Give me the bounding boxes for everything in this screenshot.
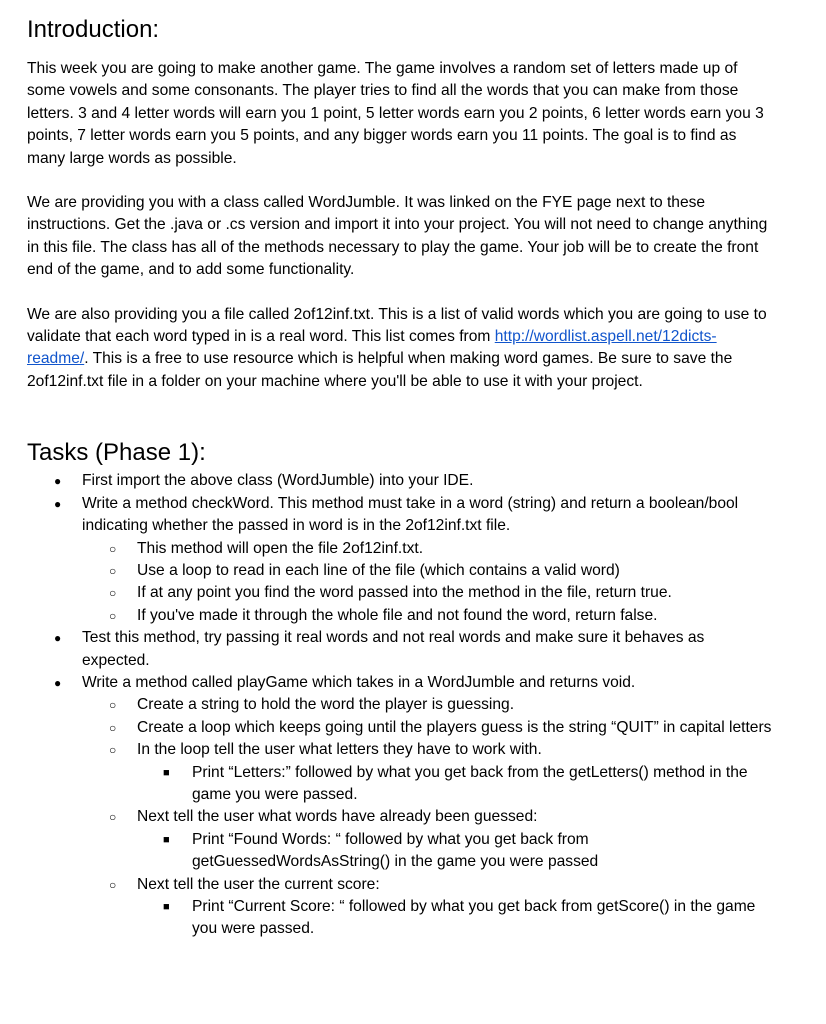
circle-bullet-icon: ○ — [109, 608, 117, 623]
task-item-playgame — [27, 672, 772, 941]
subtask-item — [82, 694, 772, 716]
paragraph-3-text-after: . This is a free to use resource which is helpful when making word games. Be sure to save the 2of12inf.txt file in a folder on your machine where you'll be able to use it with your project. — [27, 350, 733, 390]
subtask-text: If at any point you find the word passed into the method in the file, return true. — [137, 584, 672, 602]
subtask-text: Next tell the user what words have already been guessed: — [137, 808, 538, 826]
detail-text: Print “Found Words: “ followed by what you get back from getGuessedWordsAsString() in the game you were passed — [192, 830, 599, 871]
circle-bullet-icon: ○ — [109, 810, 117, 825]
bullet-icon: ● — [54, 474, 62, 489]
subtask-text: Create a string to hold the word the player is guessing. — [137, 696, 515, 714]
detail-text: Print “Current Score: “ followed by what you get back from getScore() in the game you were passed. — [192, 898, 756, 938]
circle-bullet-icon: ○ — [109, 541, 117, 556]
letters-detail-list — [137, 762, 772, 807]
subtask-text: This method will open the file 2of12inf.txt. — [137, 539, 424, 557]
bullet-icon: ● — [54, 675, 62, 690]
subtask-item — [82, 739, 772, 806]
subtask-item — [82, 806, 772, 873]
wordlist-link[interactable]: http://wordlist.aspell.net/12dicts-readme/ — [27, 328, 717, 368]
task-item-text: Write a method called playGame which takes in a WordJumble and returns void. — [82, 673, 636, 691]
subtask-item — [82, 717, 772, 739]
task-item-checkword — [27, 493, 772, 627]
detail-item — [137, 829, 772, 874]
subtask-item — [82, 582, 772, 604]
paragraph-spacer — [27, 170, 826, 192]
bullet-icon: ● — [54, 496, 62, 511]
task-item-test — [27, 627, 772, 672]
intro-paragraph-3 — [27, 304, 772, 394]
paragraph-spacer — [27, 282, 826, 304]
task-list — [27, 470, 826, 941]
intro-paragraph-1: This week you are going to make another game. The game involves a random set of letters made up of some vowels and some consonants. The player tries to find all the words that you can make from those letters. 3 and 4 letter words will earn you 1 point, 5 letter words earn you 2 points, 6 letter words earn you 3 points, 7 letter words earn you 5 points, and any bigger words earn you 11 points. The goal is to find as many large words as possible. — [27, 60, 764, 167]
found-words-detail-list — [137, 829, 772, 874]
subtask-item — [82, 874, 772, 941]
subtask-text: Use a loop to read in each line of the file (which contains a valid word) — [137, 561, 620, 579]
task-item-text: Test this method, try passing it real words and not real words and make sure it behaves as expected. — [82, 629, 705, 669]
task-item-import — [27, 470, 772, 492]
circle-bullet-icon: ○ — [109, 743, 117, 758]
intro-paragraph-2: We are providing you with a class called WordJumble. It was linked on the FYE page next to these instructions. Get the .java or .cs version and import it into your project. You will not need to change anything in this file. The class has all of the methods necessary to play the game. Your job will be to create the front end of the game, and to add some functionality. — [27, 194, 768, 279]
playgame-subtask-list — [27, 694, 772, 940]
subtask-item — [82, 560, 772, 582]
square-bullet-icon: ■ — [163, 901, 170, 913]
detail-text: Print “Letters:” followed by what you get back from the getLetters() method in the game you were passed. — [192, 763, 748, 803]
section-spacer — [27, 393, 826, 439]
task-item-text: Write a method checkWord. This method must take in a word (string) and return a boolean/bool indicating whether the passed in word is in the 2of12inf.txt file. — [82, 494, 739, 535]
subtask-item — [82, 538, 772, 560]
bullet-icon: ● — [54, 631, 62, 646]
subtask-item — [82, 605, 772, 627]
circle-bullet-icon: ○ — [109, 563, 117, 578]
introduction-heading: Introduction: — [27, 16, 160, 43]
circle-bullet-icon: ○ — [109, 720, 117, 735]
subtask-text: Next tell the user the current score: — [137, 875, 380, 893]
square-bullet-icon: ■ — [163, 833, 170, 846]
circle-bullet-icon: ○ — [109, 698, 117, 713]
detail-item — [137, 896, 772, 941]
task-item-text: First import the above class (WordJumble) into your IDE. — [82, 472, 474, 490]
subtask-text: If you've made it through the whole file and not found the word, return false. — [137, 606, 658, 624]
score-detail-list — [137, 896, 772, 941]
subtask-text: Create a loop which keeps going until the players guess is the string “QUIT” in capital letters — [137, 718, 772, 736]
tasks-heading: Tasks (Phase 1): — [27, 439, 206, 467]
circle-bullet-icon: ○ — [109, 877, 117, 892]
circle-bullet-icon: ○ — [109, 586, 117, 601]
paragraph-3-text-before: We are also providing you a file called 2of12inf.txt. This is a list of valid words which you are going to use to validate that each word typed in is a real word. This list comes from — [27, 305, 767, 346]
detail-item — [137, 762, 772, 807]
checkword-subtask-list — [27, 538, 772, 628]
square-bullet-icon: ■ — [163, 766, 170, 779]
subtask-text: In the loop tell the user what letters they have to work with. — [137, 741, 542, 759]
